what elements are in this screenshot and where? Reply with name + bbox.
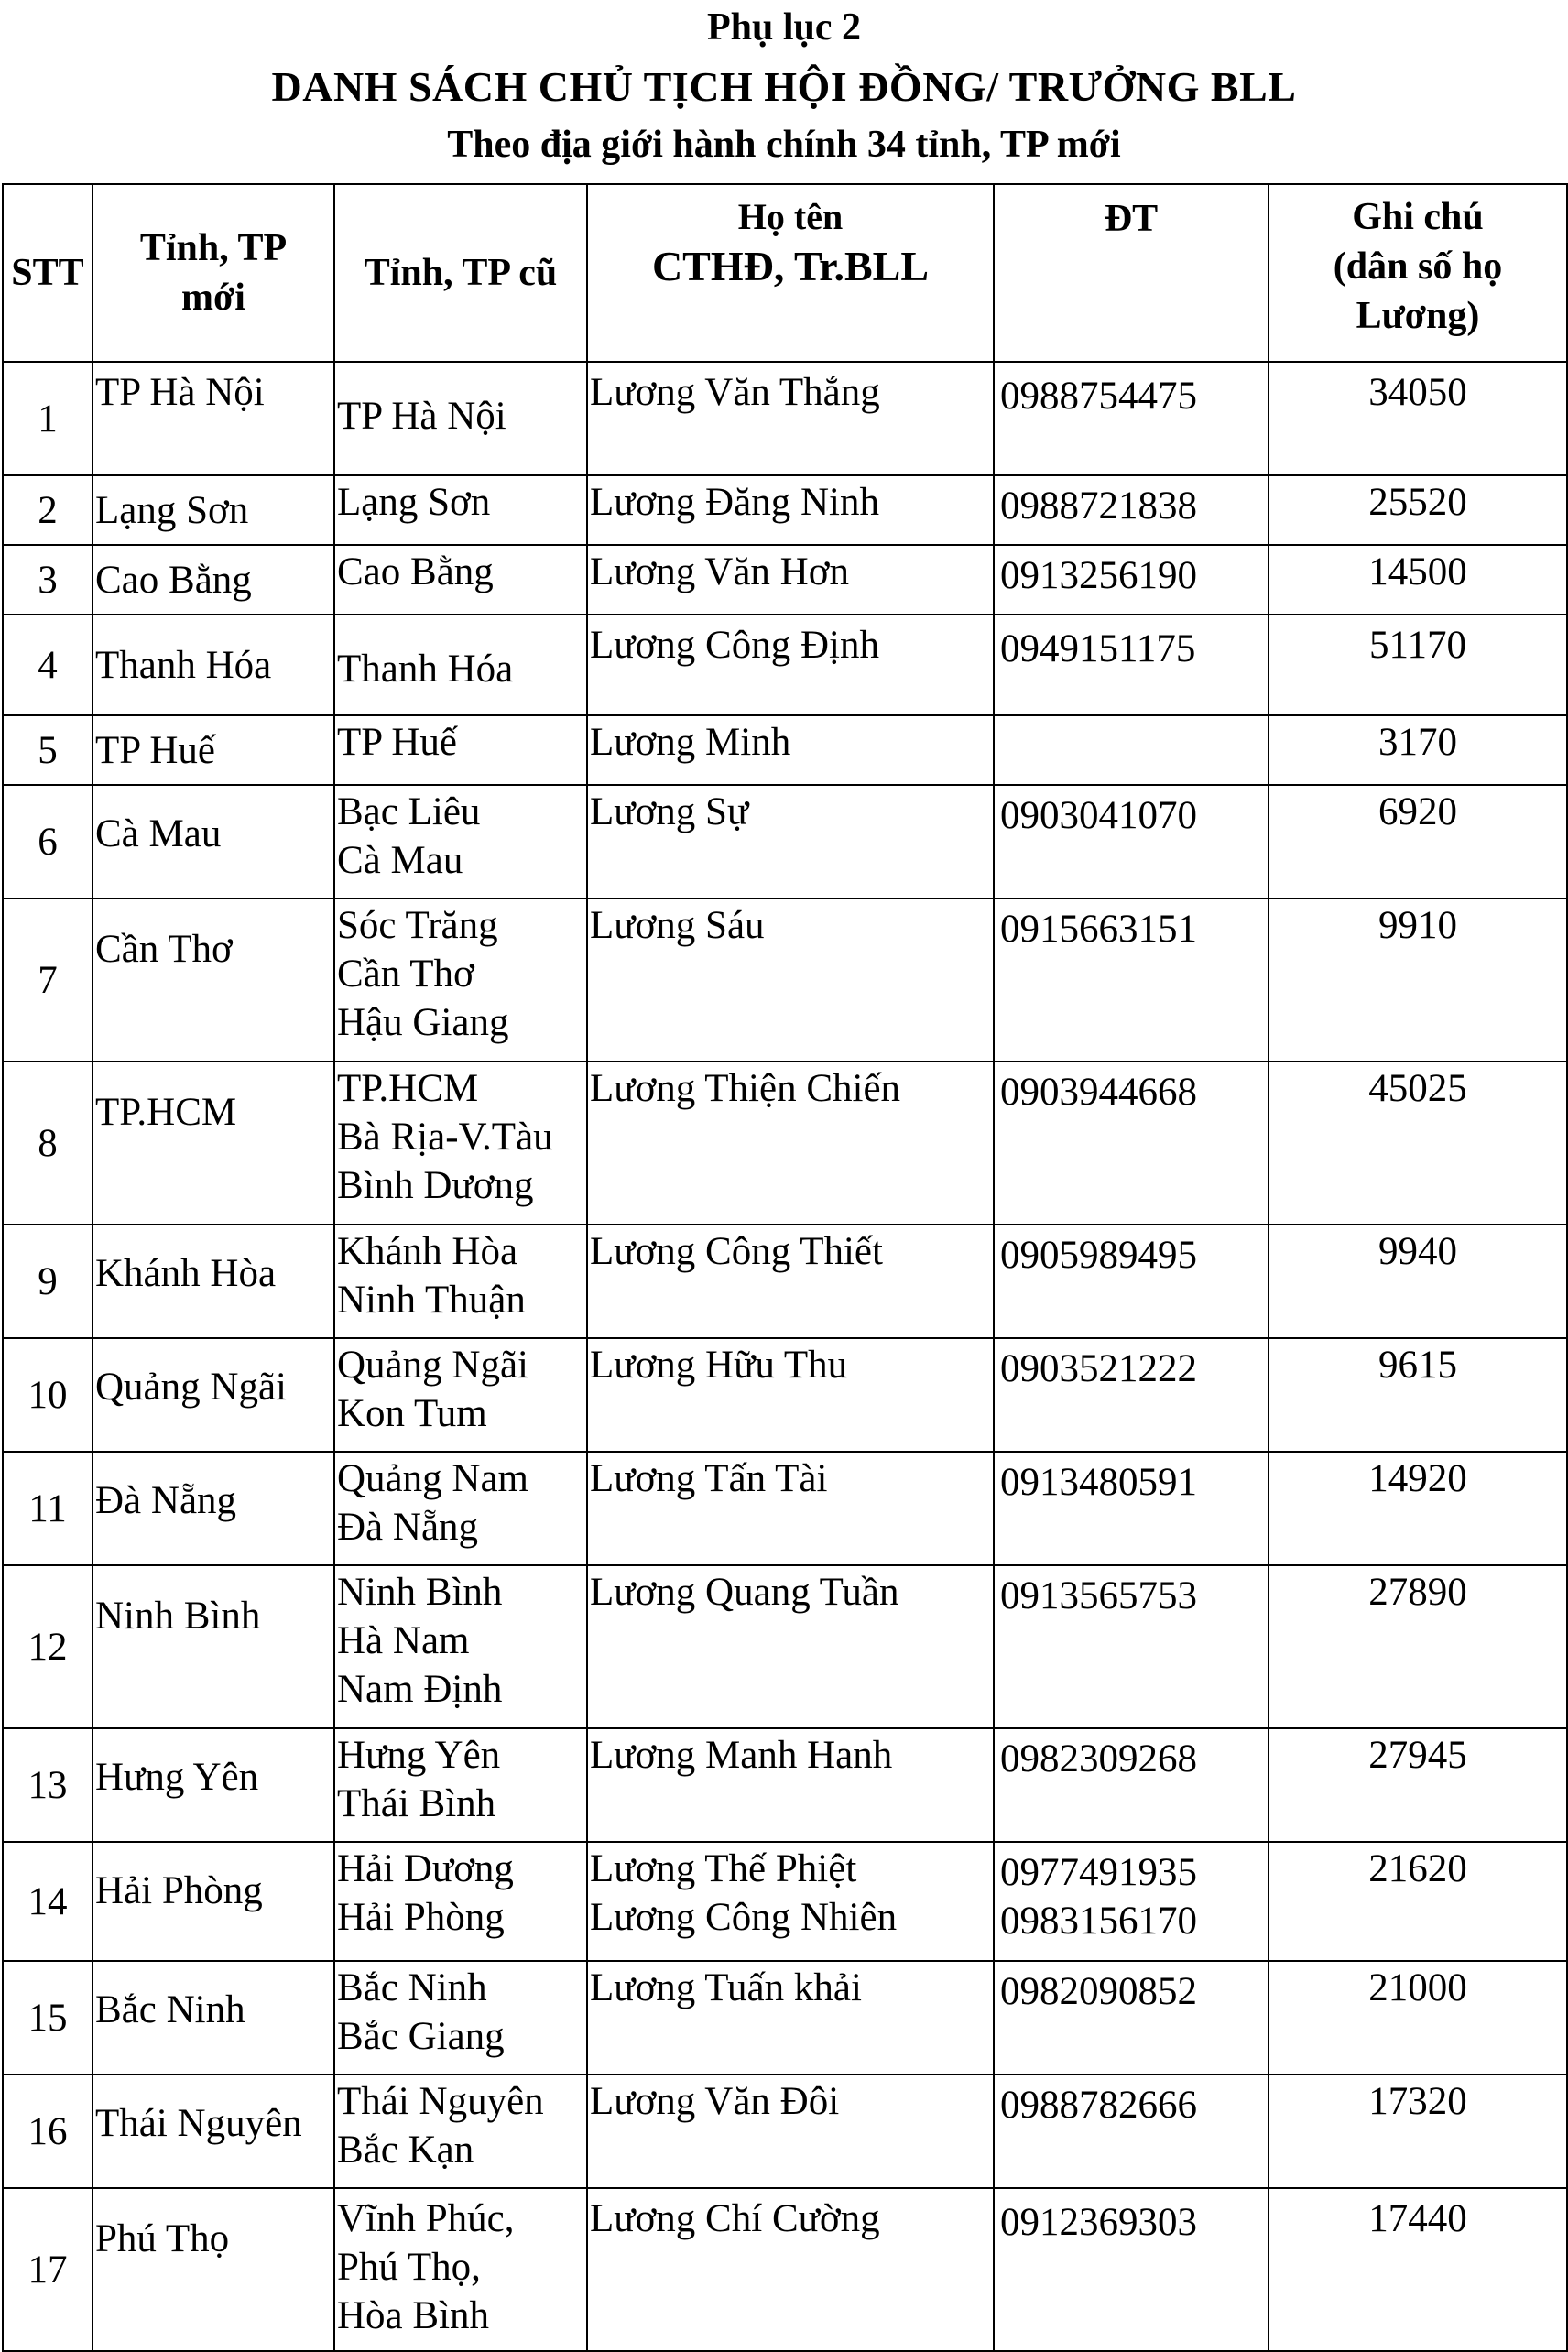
person-name: Lương Manh Hanh <box>590 1734 893 1777</box>
person-name: Lương Thế Phiệt <box>590 1847 857 1890</box>
person-name: Lương Tấn Tài <box>590 1457 828 1500</box>
phone-number: 0988754475 <box>1000 375 1197 418</box>
cell-phone <box>994 2074 1269 2188</box>
cell-stt: 14 <box>3 1842 93 1961</box>
cell-stt: 9 <box>3 1225 93 1338</box>
cell-new-province: Hưng Yên <box>93 1728 334 1842</box>
table-row <box>3 1842 1567 1961</box>
phone-number: 0977491935 <box>1000 1851 1197 1894</box>
old-province-line: Bà Rịa-V.Tàu <box>337 1116 553 1159</box>
cell-new-province: TP Huế <box>93 715 334 785</box>
cell-phone <box>994 1452 1269 1565</box>
old-province-line: Bắc Ninh <box>337 1966 487 2009</box>
table-row <box>3 715 1567 785</box>
table-row <box>3 2188 1567 2351</box>
phone-number: 0949151175 <box>1000 627 1196 670</box>
table-body <box>3 362 1567 2351</box>
table-row <box>3 898 1567 1062</box>
cell-population: 3170 <box>1269 715 1567 785</box>
cell-old-province <box>334 1062 587 1225</box>
phone-number: 0903041070 <box>1000 794 1197 837</box>
cell-name <box>587 1225 994 1338</box>
old-province-line: Hậu Giang <box>337 1001 509 1044</box>
cell-name <box>587 1452 994 1565</box>
phone-number: 0913480591 <box>1000 1461 1197 1504</box>
header-new-province-line-1: Tỉnh, TP <box>139 227 288 269</box>
old-province-line: Khánh Hòa <box>337 1230 518 1273</box>
cell-population: 9615 <box>1269 1338 1567 1452</box>
cell-phone <box>994 1842 1269 1961</box>
old-province-line: Thái Bình <box>337 1782 496 1825</box>
header-note-line-2: (dân số họ <box>1333 245 1503 288</box>
cell-name <box>587 2074 994 2188</box>
person-name: Lương Hữu Thu <box>590 1344 848 1387</box>
cell-new-province: Ninh Bình <box>93 1565 334 1728</box>
cell-phone <box>994 362 1269 475</box>
cell-population: 51170 <box>1269 615 1567 715</box>
cell-population: 17320 <box>1269 2074 1567 2188</box>
header-stt: STT <box>3 184 93 362</box>
old-province-line: Hòa Bình <box>337 2294 490 2337</box>
old-province-line: Nam Định <box>337 1668 503 1711</box>
cell-stt: 12 <box>3 1565 93 1728</box>
cell-population: 6920 <box>1269 785 1567 898</box>
cell-stt: 4 <box>3 615 93 715</box>
document-subtitle: Theo địa giới hành chính 34 tỉnh, TP mới <box>447 124 1121 166</box>
cell-old-province <box>334 1338 587 1452</box>
phone-number: 0982309268 <box>1000 1737 1197 1780</box>
cell-old-province <box>334 715 587 785</box>
old-province-line: Hải Phòng <box>337 1896 505 1939</box>
phone-number: 0903944668 <box>1000 1071 1197 1114</box>
cell-name <box>587 1842 994 1961</box>
cell-old-province <box>334 1842 587 1961</box>
cell-new-province: TP Hà Nội <box>93 362 334 475</box>
header-new-province-line-2: mới <box>181 277 245 319</box>
cell-old-province <box>334 1961 587 2074</box>
cell-stt: 8 <box>3 1062 93 1225</box>
cell-old-province <box>334 1565 587 1728</box>
cell-population: 9940 <box>1269 1225 1567 1338</box>
header-new-province <box>93 184 334 362</box>
cell-population: 25520 <box>1269 475 1567 545</box>
old-province-line: Cao Bằng <box>337 550 494 593</box>
cell-old-province <box>334 2188 587 2351</box>
cell-stt: 16 <box>3 2074 93 2188</box>
old-province-line: Sóc Trăng <box>337 904 498 947</box>
cell-stt: 13 <box>3 1728 93 1842</box>
cell-name <box>587 1961 994 2074</box>
cell-phone <box>994 898 1269 1062</box>
phone-number: 0988782666 <box>1000 2084 1197 2127</box>
table-row <box>3 615 1567 715</box>
cell-new-province: Quảng Ngãi <box>93 1338 334 1452</box>
cell-stt: 1 <box>3 362 93 475</box>
document-title: DANH SÁCH CHỦ TỊCH HỘI ĐỒNG/ TRƯỞNG BLL <box>271 63 1297 110</box>
old-province-line: TP.HCM <box>337 1067 479 1110</box>
cell-new-province: Thanh Hóa <box>93 615 334 715</box>
table-row <box>3 2074 1567 2188</box>
person-name: Lương Minh <box>590 721 791 764</box>
table-row <box>3 785 1567 898</box>
person-name: Lương Chí Cường <box>590 2197 880 2240</box>
old-province-line: TP Huế <box>337 721 457 764</box>
cell-population: 21620 <box>1269 1842 1567 1961</box>
old-province-line: Quảng Nam <box>337 1457 528 1500</box>
cell-name <box>587 615 994 715</box>
cell-name <box>587 1062 994 1225</box>
cell-population: 27945 <box>1269 1728 1567 1842</box>
old-province-line: Ninh Thuận <box>337 1279 526 1322</box>
cell-old-province <box>334 1452 587 1565</box>
cell-phone <box>994 1225 1269 1338</box>
phone-number: 0913256190 <box>1000 554 1197 597</box>
old-province-line: Phú Thọ, <box>337 2246 481 2289</box>
cell-new-province: Bắc Ninh <box>93 1961 334 2074</box>
cell-stt: 6 <box>3 785 93 898</box>
cell-new-province: Cần Thơ <box>93 898 334 1062</box>
cell-name <box>587 545 994 615</box>
person-name: Lương Văn Hơn <box>590 550 849 593</box>
phone-number: 0913565753 <box>1000 1574 1197 1617</box>
header-name-line-2: CTHĐ, Tr.BLL <box>651 243 930 289</box>
cell-population: 14500 <box>1269 545 1567 615</box>
cell-name <box>587 1338 994 1452</box>
cell-old-province <box>334 362 587 475</box>
old-province-line: Thanh Hóa <box>337 648 514 691</box>
phone-number: 0905989495 <box>1000 1234 1197 1277</box>
cell-old-province <box>334 1728 587 1842</box>
table-row <box>3 1225 1567 1338</box>
old-province-line: Hà Nam <box>337 1619 470 1662</box>
cell-population: 9910 <box>1269 898 1567 1062</box>
cell-old-province <box>334 898 587 1062</box>
table-row <box>3 1961 1567 2074</box>
cell-phone <box>994 615 1269 715</box>
cell-name <box>587 362 994 475</box>
appendix-label: Phụ lục 2 <box>706 6 862 49</box>
cell-new-province: Cao Bằng <box>93 545 334 615</box>
cell-stt: 17 <box>3 2188 93 2351</box>
cell-stt: 15 <box>3 1961 93 2074</box>
cell-phone <box>994 1565 1269 1728</box>
cell-name <box>587 898 994 1062</box>
cell-population: 27890 <box>1269 1565 1567 1728</box>
cell-old-province <box>334 615 587 715</box>
cell-name <box>587 2188 994 2351</box>
old-province-line: TP Hà Nội <box>337 395 506 438</box>
cell-stt: 10 <box>3 1338 93 1452</box>
person-name: Lương Tuấn khải <box>590 1966 862 2009</box>
cell-population: 34050 <box>1269 362 1567 475</box>
person-name: Lương Văn Đôi <box>590 2080 840 2123</box>
phone-number: 0903521222 <box>1000 1347 1197 1390</box>
cell-old-province <box>334 2074 587 2188</box>
table-row <box>3 1565 1567 1728</box>
cell-stt: 3 <box>3 545 93 615</box>
cell-stt: 7 <box>3 898 93 1062</box>
cell-old-province <box>334 1225 587 1338</box>
cell-phone <box>994 475 1269 545</box>
person-name: Lương Quang Tuần <box>590 1571 899 1614</box>
cell-stt: 11 <box>3 1452 93 1565</box>
header-note-line-1: Ghi chú <box>1352 196 1484 238</box>
old-province-line: Bạc Liêu <box>337 790 481 833</box>
cell-phone <box>994 1338 1269 1452</box>
cell-new-province: Cà Mau <box>93 785 334 898</box>
cell-phone <box>994 1062 1269 1225</box>
person-name: Lương Công Nhiên <box>590 1896 898 1939</box>
cell-name <box>587 1728 994 1842</box>
cell-new-province: Thái Nguyên <box>93 2074 334 2188</box>
table-row <box>3 1452 1567 1565</box>
cell-phone <box>994 2188 1269 2351</box>
table-row <box>3 362 1567 475</box>
old-province-line: Lạng Sơn <box>337 481 491 524</box>
person-name: Lương Thiện Chiến <box>590 1067 901 1110</box>
table-header-row <box>3 184 1567 362</box>
old-province-line: Cần Thơ <box>337 953 474 996</box>
old-province-line: Vĩnh Phúc, <box>337 2197 515 2240</box>
cell-phone <box>994 785 1269 898</box>
cell-population: 14920 <box>1269 1452 1567 1565</box>
cell-stt: 2 <box>3 475 93 545</box>
header-note <box>1269 184 1567 362</box>
cell-phone <box>994 1961 1269 2074</box>
header-name <box>587 184 994 362</box>
person-name: Lương Công Thiết <box>590 1230 883 1273</box>
old-province-line: Hải Dương <box>337 1847 514 1890</box>
old-province-line: Ninh Bình <box>337 1571 503 1614</box>
cell-name <box>587 1565 994 1728</box>
old-province-line: Bắc Giang <box>337 2015 505 2058</box>
cell-new-province: Hải Phòng <box>93 1842 334 1961</box>
cell-old-province <box>334 475 587 545</box>
cell-new-province: Lạng Sơn <box>93 475 334 545</box>
old-province-line: Bắc Kạn <box>337 2129 474 2172</box>
table-row <box>3 1338 1567 1452</box>
header-old-province: Tỉnh, TP cũ <box>334 184 587 362</box>
phone-number: 0912369303 <box>1000 2201 1197 2244</box>
old-province-line: Kon Tum <box>337 1392 487 1435</box>
header-phone: ĐT <box>994 184 1269 362</box>
old-province-line: Đà Nẵng <box>337 1506 479 1549</box>
person-name: Lương Sáu <box>590 904 765 947</box>
old-province-line: Thái Nguyên <box>337 2080 544 2123</box>
old-province-line: Quảng Ngãi <box>337 1344 528 1387</box>
person-name: Lương Công Định <box>590 624 879 667</box>
cell-name <box>587 715 994 785</box>
header-note-line-3: Lương) <box>1356 295 1480 337</box>
chairman-list-table <box>2 183 1568 2352</box>
cell-old-province <box>334 545 587 615</box>
cell-population: 45025 <box>1269 1062 1567 1225</box>
table-row <box>3 1728 1567 1842</box>
cell-name <box>587 475 994 545</box>
table-row <box>3 475 1567 545</box>
cell-new-province: Đà Nẵng <box>93 1452 334 1565</box>
table-row <box>3 545 1567 615</box>
person-name: Lương Đăng Ninh <box>590 481 879 524</box>
person-name: Lương Sự <box>590 790 749 833</box>
old-province-line: Bình Dương <box>337 1164 534 1207</box>
cell-population: 21000 <box>1269 1961 1567 2074</box>
phone-number: 0988721838 <box>1000 485 1197 528</box>
phone-number: 0915663151 <box>1000 908 1197 951</box>
cell-new-province: TP.HCM <box>93 1062 334 1225</box>
old-province-line: Cà Mau <box>337 839 463 882</box>
cell-phone <box>994 545 1269 615</box>
cell-name <box>587 785 994 898</box>
cell-old-province <box>334 785 587 898</box>
cell-stt: 5 <box>3 715 93 785</box>
table-row <box>3 1062 1567 1225</box>
person-name: Lương Văn Thắng <box>590 371 880 414</box>
old-province-line: Hưng Yên <box>337 1734 501 1777</box>
phone-number: 0983156170 <box>1000 1900 1197 1943</box>
cell-population: 17440 <box>1269 2188 1567 2351</box>
header-name-line-1: Họ tên <box>737 196 844 237</box>
cell-new-province: Khánh Hòa <box>93 1225 334 1338</box>
cell-new-province: Phú Thọ <box>93 2188 334 2351</box>
cell-phone <box>994 715 1269 785</box>
phone-number: 0982090852 <box>1000 1970 1197 2013</box>
cell-phone <box>994 1728 1269 1842</box>
